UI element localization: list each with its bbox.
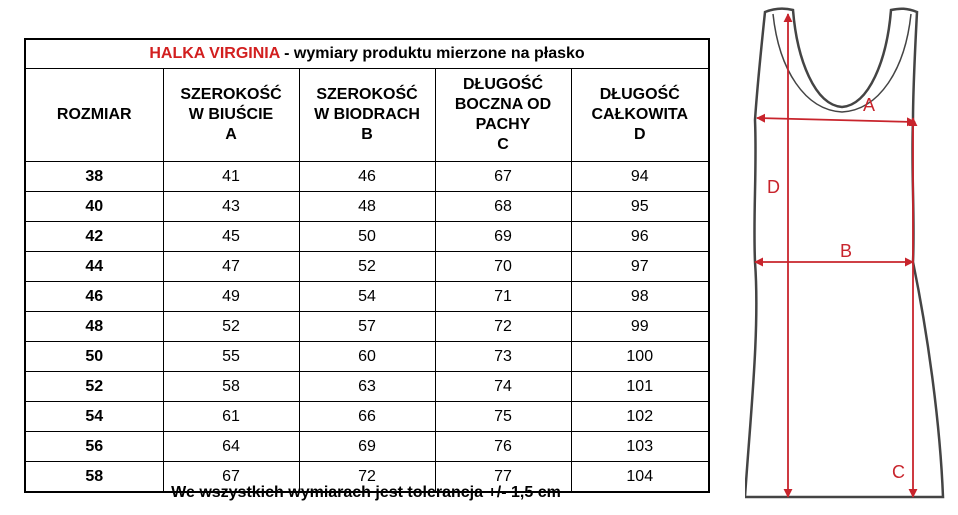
- size-cell: 42: [25, 222, 163, 252]
- table-row: [25, 372, 709, 402]
- table-row: [25, 402, 709, 432]
- measurement-cell: 104: [571, 462, 709, 493]
- measurement-cell: 69: [299, 432, 435, 462]
- column-header-line: C: [497, 136, 509, 153]
- measurement-cell: 76: [435, 432, 571, 462]
- measurement-cell: 60: [299, 342, 435, 372]
- measurement-cell: 58: [163, 372, 299, 402]
- column-header-line: A: [225, 126, 237, 143]
- label-a: A: [863, 95, 876, 115]
- measurement-cell: 55: [163, 342, 299, 372]
- measurement-cell: 98: [571, 282, 709, 312]
- measurement-cell: 97: [571, 252, 709, 282]
- size-cell: 48: [25, 312, 163, 342]
- measurement-cell: 49: [163, 282, 299, 312]
- table-row: [25, 282, 709, 312]
- measurement-cell: 41: [163, 162, 299, 192]
- measurement-cell: 71: [435, 282, 571, 312]
- column-header-line: W BIODRACH: [314, 106, 420, 123]
- measurement-cell: 63: [299, 372, 435, 402]
- product-name: HALKA VIRGINIA: [149, 45, 280, 62]
- measurement-cell: 96: [571, 222, 709, 252]
- column-header-line: DŁUGOŚĆ: [599, 86, 680, 103]
- table-body: [25, 162, 709, 493]
- measurement-cell: 45: [163, 222, 299, 252]
- measurement-cell: 52: [163, 312, 299, 342]
- measurement-cell: 99: [571, 312, 709, 342]
- measurement-cell: 64: [163, 432, 299, 462]
- table-row: [25, 342, 709, 372]
- size-cell: 46: [25, 282, 163, 312]
- column-header: [163, 69, 299, 162]
- size-cell: 54: [25, 402, 163, 432]
- table-row: [25, 162, 709, 192]
- size-cell: 44: [25, 252, 163, 282]
- column-header-line: ROZMIAR: [56, 106, 132, 123]
- column-header: [435, 69, 571, 162]
- label-b: B: [840, 241, 853, 261]
- measurement-cell: 69: [435, 222, 571, 252]
- measurement-cell: 68: [435, 192, 571, 222]
- neckline-inner: [773, 14, 911, 112]
- measurement-cell: 72: [299, 462, 435, 493]
- column-header-line: SZEROKOŚĆ: [180, 86, 282, 103]
- measurement-cell: 66: [299, 402, 435, 432]
- table-row: [25, 192, 709, 222]
- column-header: [299, 69, 435, 162]
- measurement-cell: 67: [435, 162, 571, 192]
- size-cell: 38: [25, 162, 163, 192]
- table-row: [25, 312, 709, 342]
- label-c: C: [892, 462, 905, 482]
- table-title: [25, 39, 709, 69]
- table-row: [25, 432, 709, 462]
- column-header-line: B: [361, 126, 373, 143]
- column-header-line: D: [633, 126, 646, 143]
- title-description: - wymiary produktu mierzone na płasko: [279, 45, 585, 62]
- tolerance-note: We wszystkich wymiarach jest tolerancja +/- 1,5 cm: [171, 484, 561, 501]
- column-header-line: DŁUGOŚĆ: [463, 76, 543, 93]
- column-header-line: PACHY: [475, 116, 531, 133]
- column-header-line: BOCZNA OD: [454, 96, 552, 113]
- size-table: [24, 38, 710, 493]
- size-cell: 52: [25, 372, 163, 402]
- measurement-cell: 75: [435, 402, 571, 432]
- measurement-cell: 72: [435, 312, 571, 342]
- header-row: [25, 69, 709, 162]
- measurement-cell: 74: [435, 372, 571, 402]
- measurement-cell: 103: [571, 432, 709, 462]
- size-cell: 56: [25, 432, 163, 462]
- measurement-cell: 52: [299, 252, 435, 282]
- column-header-line: SZEROKOŚĆ: [316, 86, 418, 103]
- table-row: [25, 252, 709, 282]
- measurement-cell: 47: [163, 252, 299, 282]
- size-cell: 40: [25, 192, 163, 222]
- label-d: D: [767, 177, 780, 197]
- column-header-line: W BIUŚCIE: [188, 106, 274, 123]
- column-header: [571, 69, 709, 162]
- measurement-cell: 50: [299, 222, 435, 252]
- measurement-cell: 95: [571, 192, 709, 222]
- column-header: [25, 69, 163, 162]
- measurement-cell: 61: [163, 402, 299, 432]
- dress-diagram: [745, 0, 958, 515]
- measurement-cell: 73: [435, 342, 571, 372]
- column-header-line: CAŁKOWITA: [591, 106, 689, 123]
- measurement-cell: 94: [571, 162, 709, 192]
- measurement-cell: 101: [571, 372, 709, 402]
- measurement-cell: 54: [299, 282, 435, 312]
- measurement-cell: 102: [571, 402, 709, 432]
- measurement-cell: 100: [571, 342, 709, 372]
- size-cell: 50: [25, 342, 163, 372]
- table-row: [25, 222, 709, 252]
- measurement-cell: 77: [435, 462, 571, 493]
- measurement-cell: 70: [435, 252, 571, 282]
- size-cell: 58: [25, 462, 163, 493]
- measurement-cell: 57: [299, 312, 435, 342]
- measurement-cell: 48: [299, 192, 435, 222]
- measurement-cell: 46: [299, 162, 435, 192]
- measurement-cell: 67: [163, 462, 299, 493]
- measurement-cell: 43: [163, 192, 299, 222]
- arrow-a: [757, 118, 915, 122]
